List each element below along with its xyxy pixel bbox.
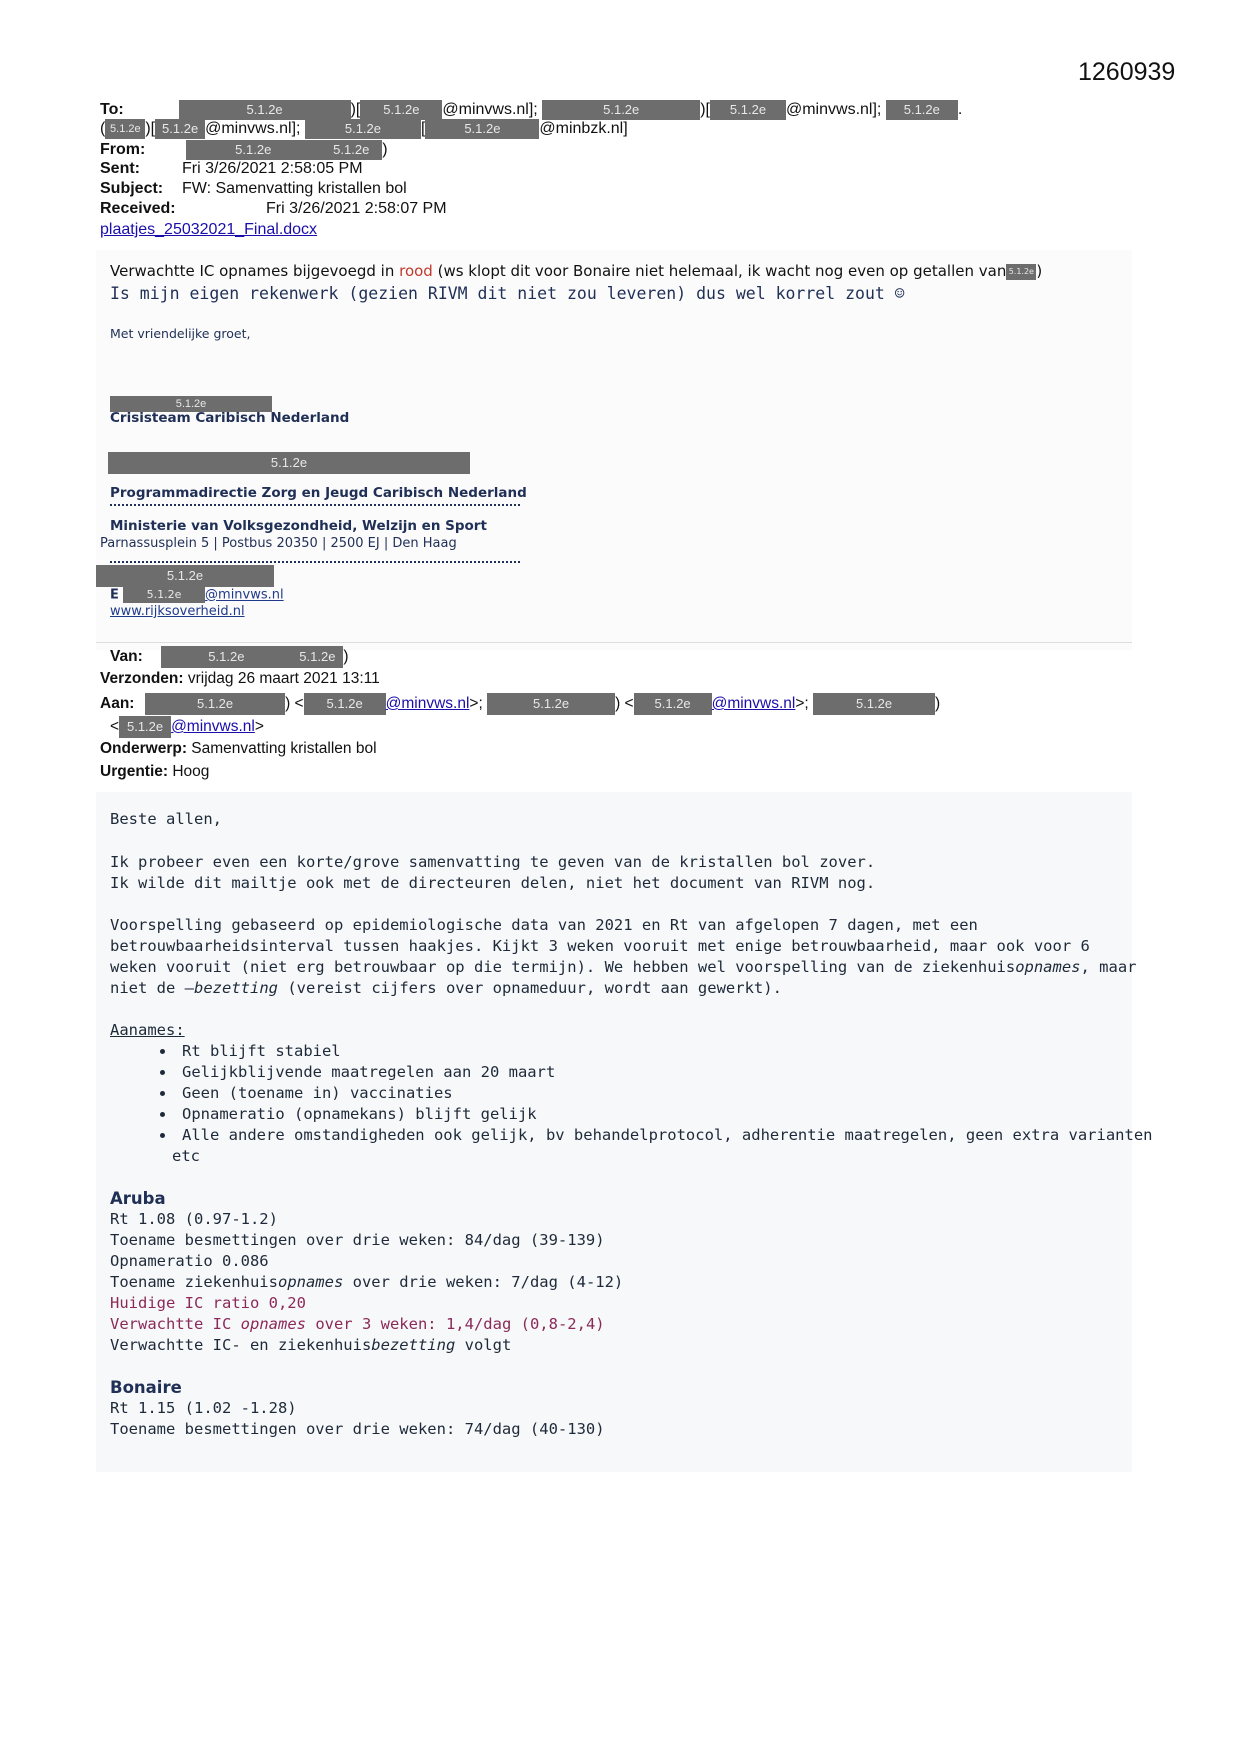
bonaire-besmettingen: Toename besmettingen over drie weken: 74/dag (40-130) (110, 1420, 605, 1438)
email-label: E (110, 587, 119, 603)
forward-urgentie-line (100, 763, 209, 781)
header-to-line-2: ( 5.1.2e )[ 5.1.2e @minvws.nl]; 5.1.2e [ 5.1.2e @minbzk.nl] (100, 120, 628, 138)
document-number: 1260939 (1078, 58, 1176, 86)
list-item: • Opnameratio (opnamekans) blijft gelijk (176, 1104, 1196, 1125)
redaction: 5.1.2e (487, 693, 615, 715)
redaction: 5.1.2e (96, 565, 274, 587)
urgentie-value: Hoog (172, 763, 210, 780)
redaction: 5.1.2e (305, 119, 421, 139)
email-link[interactable]: @minvws.nl (171, 718, 255, 736)
forward-aan-line-2: < 5.1.2e @minvws.nl> (110, 716, 264, 738)
urgentie-label: Urgentie: (100, 763, 169, 780)
to-email-domain: @minvws.nl]; (785, 101, 882, 119)
forward-verzonden-line (100, 670, 380, 688)
redaction: 5.1.2e (425, 119, 539, 139)
dotted-divider (110, 503, 520, 506)
website-link[interactable]: www.rijksoverheid.nl (110, 604, 245, 619)
redaction: 5.1.2e (813, 693, 935, 715)
bonaire-rt: Rt 1.15 (1.02 -1.28) (110, 1399, 297, 1417)
sent-value: Fri 3/26/2021 2:58:05 PM (182, 160, 363, 177)
to-email-domain: @minbzk.nl] (539, 120, 628, 138)
email-link[interactable]: @minvws.nl (711, 695, 796, 713)
forward-aan-line: Aan: 5.1.2e ) < 5.1.2e @minvws.nl>; 5.1.2e ) < 5.1.2e @minvws.nl>; 5.1.2e ) (100, 693, 940, 715)
van-label: Van: (110, 648, 143, 666)
top-message-line-1: Verwachtte IC opnames bijgevoegd in rood (ws klopt dit voor Bonaire niet helemaal, ik wacht nog even op getallen van 5.1.2e ) (110, 262, 1043, 280)
aruba-rt: Rt 1.08 (0.97-1.2) (110, 1210, 278, 1228)
forward-van-line: Van: 5.1.2e 5.1.2e ) (110, 646, 349, 668)
redaction: 5.1.2e (145, 693, 285, 715)
sent-label: Sent: (100, 160, 140, 177)
greeting: Met vriendelijke groet, (110, 326, 251, 341)
attachment-link[interactable]: plaatjes_25032021_Final.docx (100, 221, 318, 238)
signature-directorate: Programmadirectie Zorg en Jeugd Caribisch Nederland (110, 485, 527, 501)
aruba-bezetting: Verwachtte IC- en ziekenhuisbezetting volgt (110, 1336, 512, 1354)
redaction: 5.1.2e (155, 119, 205, 139)
signature-team: Crisisteam Caribisch Nederland (110, 410, 350, 426)
aannames-list (110, 1041, 1196, 1146)
signature-address: Parnassusplein 5 | Postbus 20350 | 2500 EJ | Den Haag (100, 536, 457, 551)
paragraph-2-line-2: betrouwbaarheidsinterval tussen haakjes. Kijkt 3 weken vooruit met enige betrouwbaarheid, maar ook voor 6 (110, 937, 1090, 955)
aruba-besmettingen: Toename besmettingen over drie weken: 84/dag (39-139) (110, 1231, 605, 1249)
paragraph-2-line-1: Voorspelling gebaseerd op epidemiologische data van 2021 en Rt van afgelopen 7 dagen, met een (110, 916, 978, 934)
aruba-title: Aruba (110, 1189, 166, 1208)
redaction: 5.1.2e (291, 646, 343, 668)
redaction: 5.1.2e (110, 396, 272, 412)
header-subject-line (100, 180, 407, 198)
verzonden-value: vrijdag 26 maart 2021 13:11 (187, 670, 380, 687)
paragraph-2-line-4: niet de –bezetting (vereist cijfers over opnameduur, wordt aan gewerkt). (110, 979, 782, 997)
header-sent-line (100, 160, 363, 178)
red-word: rood (399, 262, 433, 280)
redaction: 5.1.2e (542, 100, 700, 120)
redaction: 5.1.2e (105, 119, 145, 139)
paragraph-1-line-2: Ik wilde dit mailtje ook met de directeuren delen, niet het document van RIVM nog. (110, 874, 876, 892)
aruba-ic-ratio: Huidige IC ratio 0,20 (110, 1294, 306, 1312)
header-to-line: To: 5.1.2e )[ 5.1.2e @minvws.nl]; 5.1.2e )[ 5.1.2e @minvws.nl]; 5.1.2e . (100, 101, 963, 119)
redaction: 5.1.2e (360, 100, 442, 120)
message-divider (96, 642, 1132, 643)
forward-onderwerp-line (100, 740, 377, 758)
redaction: 5.1.2e (108, 452, 470, 474)
to-email-domain: @minvws.nl]; (205, 120, 301, 138)
redaction: 5.1.2e (634, 693, 712, 715)
to-email-domain: @minvws.nl]; (442, 101, 538, 119)
top-message-line-2: Is mijn eigen rekenwerk (gezien RIVM dit niet zou leveren) dus wel korrel zout ☺ (110, 284, 905, 303)
received-value: Fri 3/26/2021 2:58:07 PM (266, 200, 447, 217)
email-link[interactable]: @minvws.nl (385, 695, 470, 713)
list-item: • Gelijkblijvende maatregelen aan 20 maart (176, 1062, 1196, 1083)
list-item: • Rt blijft stabiel (176, 1041, 1196, 1062)
received-label: Received: (100, 200, 176, 217)
redaction: 5.1.2e (186, 140, 320, 160)
subject-value: FW: Samenvatting kristallen bol (182, 180, 407, 197)
email-link[interactable]: @minvws.nl (205, 587, 284, 603)
aruba-ziekenhuis-opnames: Toename ziekenhuisopnames over drie weken: 7/dag (4-12) (110, 1273, 624, 1291)
from-label: From: (100, 141, 146, 159)
list-item: • Geen (toename in) vaccinaties (176, 1083, 1196, 1104)
redaction: 5.1.2e (710, 100, 786, 120)
aannames-continuation: etc (172, 1147, 200, 1165)
bonaire-title: Bonaire (110, 1378, 182, 1397)
aruba-ic-expected: Verwachtte IC opnames over 3 weken: 1,4/dag (0,8-2,4) (110, 1315, 605, 1333)
redaction: 5.1.2e (320, 140, 382, 160)
salutation: Beste allen, (110, 810, 222, 828)
onderwerp-label: Onderwerp: (100, 740, 187, 757)
subject-label: Subject: (100, 180, 164, 197)
redaction: 5.1.2e (161, 646, 291, 668)
redaction: 5.1.2e (179, 100, 351, 120)
signature-ministry: Ministerie van Volksgezondheid, Welzijn en Sport (110, 518, 487, 534)
redaction: 5.1.2e (123, 587, 205, 603)
onderwerp-value: Samenvatting kristallen bol (191, 740, 377, 757)
aannames-title: Aanames: (110, 1021, 185, 1039)
aruba-opnameratio: Opnameratio 0.086 (110, 1252, 269, 1270)
paragraph-2-line-3: weken vooruit (niet erg betrouwbaar op die termijn). We hebben wel voorspelling van de ziekenhuisopnames, maar (110, 958, 1137, 976)
header-from-line: From: 5.1.2e 5.1.2e ) (100, 141, 388, 159)
verzonden-label: Verzonden: (100, 670, 184, 687)
redaction: 5.1.2e (886, 100, 958, 120)
list-item: • Alle andere omstandigheden ook gelijk, bv behandelprotocol, adherentie maatregelen, geen extra varianten (176, 1125, 1196, 1146)
to-label: To: (100, 101, 124, 119)
aan-label: Aan: (100, 695, 135, 713)
dotted-divider (110, 560, 520, 563)
redaction: 5.1.2e (119, 716, 171, 738)
redaction: 5.1.2e (1006, 264, 1036, 280)
redaction: 5.1.2e (304, 693, 386, 715)
signature-email-line (110, 587, 284, 603)
header-received-line (100, 200, 447, 218)
paragraph-1-line-1: Ik probeer even een korte/grove samenvatting te geven van de kristallen bol zover. (110, 853, 876, 871)
